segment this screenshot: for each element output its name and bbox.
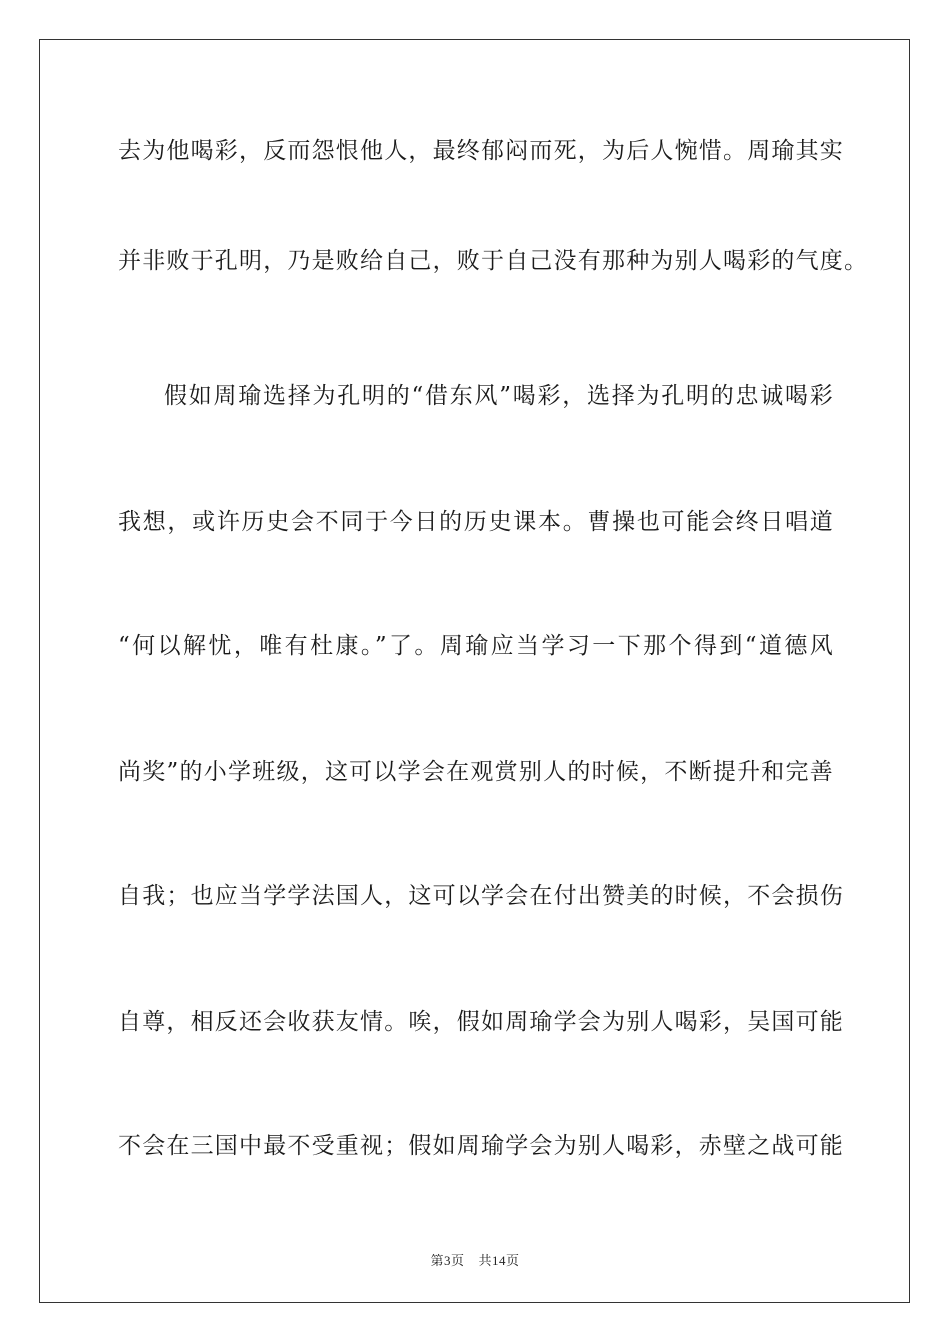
page-total: 共14页 — [478, 1253, 520, 1268]
page-footer — [0, 1250, 950, 1269]
paragraph-line-3: 假如周瑜选择为孔明的“借东风”喝彩，选择为孔明的忠诚喝彩 — [164, 383, 834, 409]
paragraph-line-1: 去为他喝彩，反而怨恨他人，最终郁闷而死，为后人惋惜。周瑜其实 — [118, 138, 844, 164]
paragraph-line-8: 自尊，相反还会收获友情。唉，假如周瑜学会为别人喝彩，吴国可能 — [118, 1009, 844, 1035]
paragraph-line-4: 我想，或许历史会不同于今日的历史课本。曹操也可能会终日唱道 — [118, 509, 834, 535]
page-number: 第3页 — [430, 1253, 465, 1268]
paragraph-line-5: “何以解忧，唯有杜康。”了。周瑜应当学习一下那个得到“道德风 — [118, 633, 834, 659]
paragraph-line-9: 不会在三国中最不受重视；假如周瑜学会为别人喝彩，赤壁之战可能 — [118, 1133, 844, 1159]
paragraph-line-6: 尚奖”的小学班级，这可以学会在观赏别人的时候，不断提升和完善 — [118, 759, 834, 785]
paragraph-line-7: 自我；也应当学学法国人，这可以学会在付出赞美的时候，不会损伤 — [118, 883, 844, 909]
page-border — [39, 39, 910, 1303]
paragraph-line-2: 并非败于孔明，乃是败给自己，败于自己没有那种为别人喝彩的气度。 — [118, 248, 869, 274]
